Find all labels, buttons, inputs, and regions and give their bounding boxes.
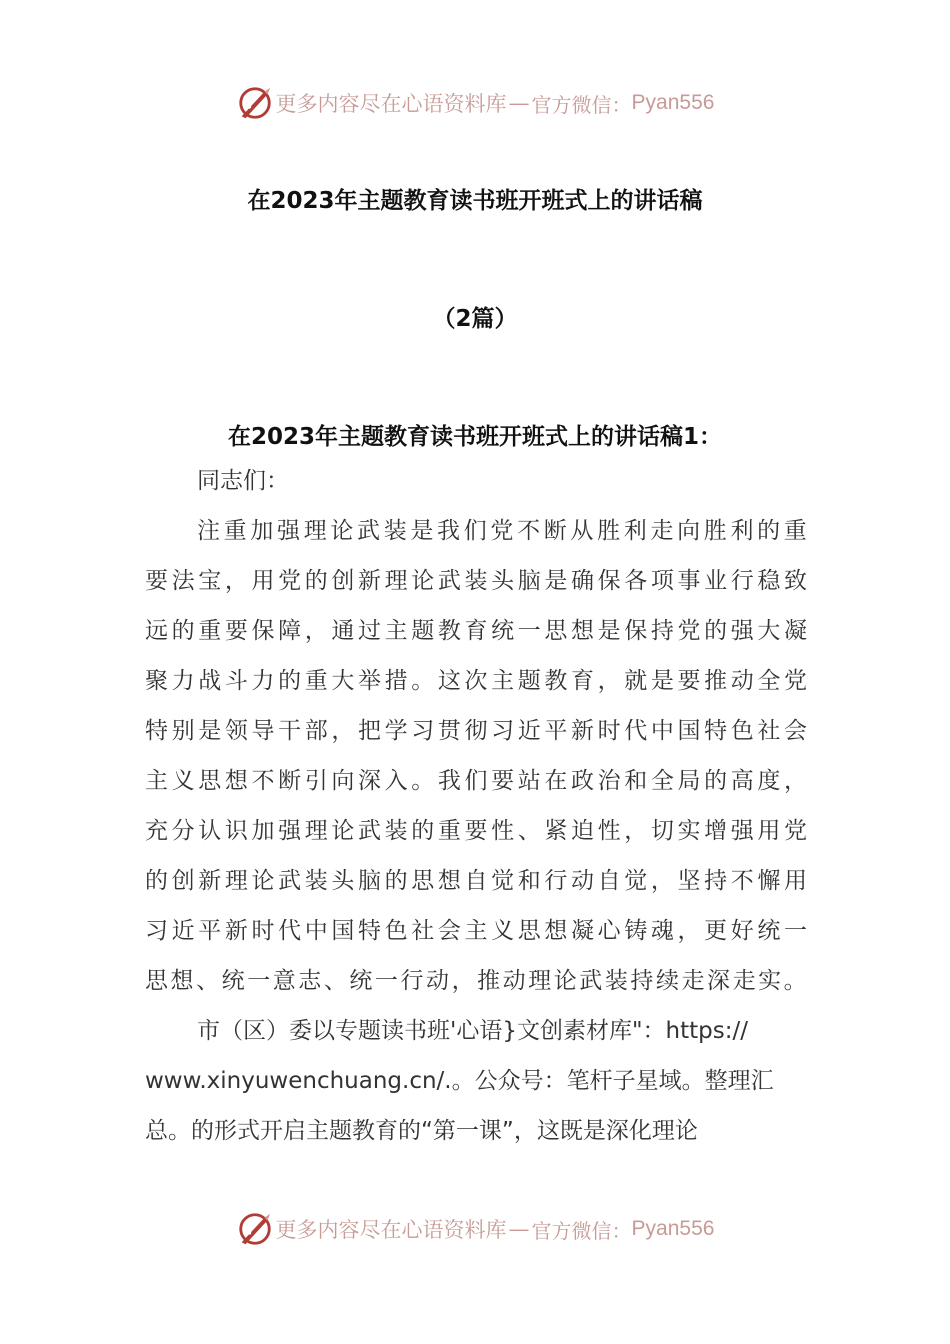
paragraph-line: 注 重 加 强 理 论 武 装 是 我 们 党 不 断 从 胜 利 走 向 胜 利 的 重 [197,518,807,544]
greeting: 同志们： [197,468,289,494]
banner-wechat-id: Pyan556 [631,91,715,114]
paragraph-1 [145,506,807,1006]
paragraph-line: 总。的形式开启主题教育的“第一课”，这既是深化理论 [145,1118,698,1144]
banner-main-text: 更多内容尽在心语资料库 [275,1218,507,1242]
paragraph-line: 主 义 思 想 不 断 引 向 深 入 。 我 们 要 站 在 政 治 和 全 局 的 高 度 ， [145,768,807,794]
quill-logo-icon [236,84,274,122]
footer-banner [0,1209,950,1249]
banner-separator: — [508,1217,530,1241]
paragraph-line: www.xinyuwenchuang.cn/.。公众号：笔杆子星域。整理汇 [145,1068,774,1094]
paragraph-line: 聚 力 战 斗 力 的 重 大 举 措 。 这 次 主 题 教 育 ， 就 是 要 推 动 全 党 [145,668,807,694]
header-banner [0,83,950,123]
paragraph-2 [145,1006,807,1156]
banner-wechat-label: 官方微信： [531,1218,632,1243]
document-title: 在2023年主题教育读书班开班式上的讲话稿 [247,188,703,214]
paragraph-line: 特 别 是 领 导 干 部 ， 把 学 习 贯 彻 习 近 平 新 时 代 中 国 特 色 社 会 [145,718,807,744]
body-text [145,456,807,1156]
quill-logo-icon [236,1210,274,1248]
paragraph-line: 习 近 平 新 时 代 中 国 特 色 社 会 主 义 思 想 凝 心 铸 魂 ， 更 好 统 一 [145,918,807,944]
banner-main-text: 更多内容尽在心语资料库 [275,92,507,116]
paragraph-line: 要 法 宝 ， 用 党 的 创 新 理 论 武 装 头 脑 是 确 保 各 项 事 业 行 稳 致 [145,568,807,594]
banner-wechat-label: 官方微信： [531,92,632,117]
paragraph-line: 市（区）委以专题读书班'心语}文创素材库"：https:// [197,1018,748,1044]
banner-wechat-id: Pyan556 [631,1217,715,1240]
banner-separator: — [508,91,530,115]
document-count: （2篇） [432,306,518,332]
section-title: 在2023年主题教育读书班开班式上的讲话稿1： [227,424,723,450]
paragraph-line: 远 的 重 要 保 障 ， 通 过 主 题 教 育 统 一 思 想 是 保 持 党 的 强 大 凝 [145,618,807,644]
paragraph-line: 思 想 、 统 一 意 志 、 统 一 行 动 ， 推 动 理 论 武 装 持 续 走 深 走 实 。 [145,968,807,994]
paragraph-line: 充 分 认 识 加 强 理 论 武 装 的 重 要 性 、 紧 迫 性 ， 切 实 增 强 用 党 [145,818,807,844]
paragraph-line: 的 创 新 理 论 武 装 头 脑 的 思 想 自 觉 和 行 动 自 觉 ， 坚 持 不 懈 用 [145,868,807,894]
